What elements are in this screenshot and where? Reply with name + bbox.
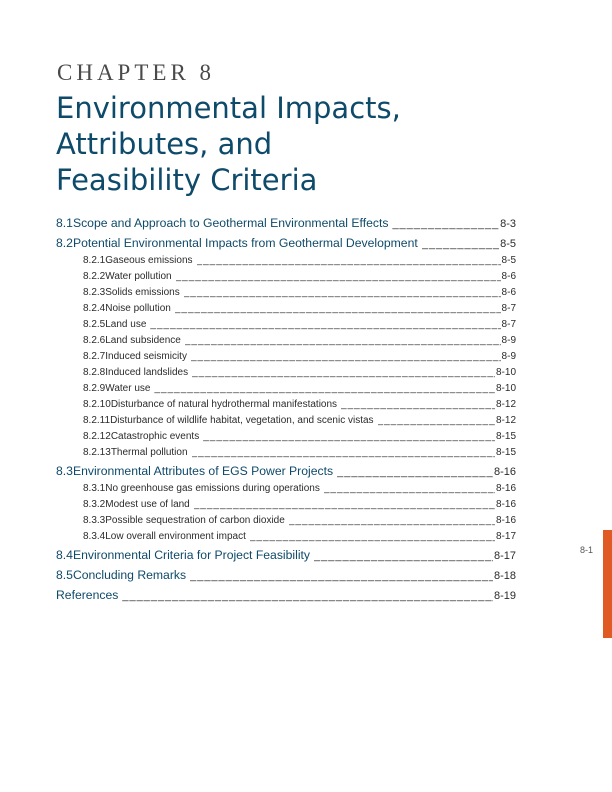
toc-page-number: 8-12 bbox=[495, 399, 516, 410]
toc-subsection-number: 8.3.3 bbox=[83, 515, 106, 526]
chapter-title-line-3: Feasibility Criteria bbox=[56, 163, 318, 197]
toc-leader bbox=[324, 481, 495, 497]
toc-subsection-title: Disturbance of natural hydrothermal manifestations bbox=[110, 399, 338, 410]
toc-page-number: 8-5 bbox=[500, 238, 516, 250]
toc-subsection-number: 8.2.3 bbox=[83, 287, 106, 298]
toc-subsection-8-2-3[interactable] bbox=[56, 285, 516, 301]
toc-leader bbox=[190, 567, 493, 586]
toc-subsection-number: 8.2.1 bbox=[83, 255, 106, 266]
toc-page-number: 8-19 bbox=[493, 590, 516, 602]
toc-section-8-3[interactable] bbox=[56, 462, 516, 481]
toc-page-number: 8-16 bbox=[495, 483, 516, 494]
toc-leader bbox=[250, 529, 495, 545]
toc-subsection-8-2-4[interactable] bbox=[56, 301, 516, 317]
toc-page-number: 8-5 bbox=[501, 255, 516, 266]
toc-subsection-title: Disturbance of wildlife habitat, vegetation, and scenic vistas bbox=[110, 415, 374, 426]
toc-section-number: 8.1 bbox=[56, 216, 73, 230]
toc-subsection-title: No greenhouse gas emissions during operations bbox=[105, 483, 320, 494]
toc-section-number: 8.4 bbox=[56, 548, 73, 562]
toc-page-number: 8-15 bbox=[495, 431, 516, 442]
toc-section-title: Scope and Approach to Geothermal Environmental Effects bbox=[72, 216, 389, 230]
toc-leader bbox=[185, 333, 501, 349]
toc-section-number: 8.3 bbox=[56, 464, 73, 478]
toc-leader bbox=[192, 365, 495, 381]
toc-subsection-title: Modest use of land bbox=[105, 499, 190, 510]
toc-leader bbox=[341, 397, 495, 413]
chapter-title-line-2: Attributes, and bbox=[56, 127, 273, 161]
toc-subsection-8-2-9[interactable] bbox=[56, 381, 516, 397]
toc-leader bbox=[203, 429, 495, 445]
toc-subsection-title: Catastrophic events bbox=[110, 431, 200, 442]
toc-subsection-number: 8.3.2 bbox=[83, 499, 106, 510]
toc-subsection-title: Thermal pollution bbox=[110, 447, 188, 458]
toc-subsection-title: Possible sequestration of carbon dioxide bbox=[105, 515, 285, 526]
toc-leader bbox=[422, 235, 499, 254]
chapter-label: CHAPTER 8 bbox=[57, 60, 216, 85]
toc-subsection-8-3-4[interactable] bbox=[56, 529, 516, 545]
toc-page-number: 8-7 bbox=[501, 303, 516, 314]
toc-leader bbox=[337, 463, 493, 482]
toc-leader bbox=[194, 497, 495, 513]
toc-leader bbox=[192, 445, 495, 461]
toc-subsection-number: 8.2.13 bbox=[83, 447, 111, 458]
toc-page-number: 8-16 bbox=[495, 499, 516, 510]
toc-subsection-number: 8.2.11 bbox=[83, 415, 111, 426]
toc-subsection-number: 8.2.10 bbox=[83, 399, 111, 410]
toc-subsection-title: Induced landslides bbox=[105, 367, 189, 378]
toc-leader bbox=[314, 547, 493, 566]
toc-subsection-title: Gaseous emissions bbox=[105, 255, 193, 266]
chapter-side-tab bbox=[603, 530, 612, 638]
toc-subsection-title: Solids emissions bbox=[105, 287, 180, 298]
toc-references-title: References bbox=[56, 588, 119, 602]
toc-section-8-4[interactable] bbox=[56, 546, 516, 565]
toc-leader bbox=[289, 513, 495, 529]
toc-subsection-8-2-8[interactable] bbox=[56, 365, 516, 381]
toc-page-number: 8-18 bbox=[493, 570, 516, 582]
toc-subsection-8-2-10[interactable] bbox=[56, 397, 516, 413]
table-of-contents bbox=[56, 213, 516, 605]
toc-subsection-8-3-2[interactable] bbox=[56, 497, 516, 513]
toc-subsection-8-2-12[interactable] bbox=[56, 429, 516, 445]
toc-subsection-8-2-6[interactable] bbox=[56, 333, 516, 349]
toc-subsection-8-3-1[interactable] bbox=[56, 481, 516, 497]
toc-section-title: Concluding Remarks bbox=[72, 568, 187, 582]
toc-section-number: 8.5 bbox=[56, 568, 73, 582]
toc-page-number: 8-17 bbox=[493, 550, 516, 562]
toc-page-number: 8-15 bbox=[495, 447, 516, 458]
toc-leader bbox=[191, 349, 501, 365]
toc-leader bbox=[184, 285, 501, 301]
toc-subsection-number: 8.2.7 bbox=[83, 351, 106, 362]
toc-section-number: 8.2 bbox=[56, 236, 73, 250]
toc-subsection-8-2-2[interactable] bbox=[56, 269, 516, 285]
toc-subsection-number: 8.2.4 bbox=[83, 303, 106, 314]
toc-page-number: 8-9 bbox=[501, 351, 516, 362]
toc-leader bbox=[154, 381, 495, 397]
toc-subsection-title: Water pollution bbox=[105, 271, 172, 282]
toc-section-8-2[interactable] bbox=[56, 234, 516, 253]
toc-subsection-8-2-11[interactable] bbox=[56, 413, 516, 429]
toc-section-title: Environmental Criteria for Project Feasibility bbox=[72, 548, 311, 562]
toc-subsection-8-2-1[interactable] bbox=[56, 253, 516, 269]
toc-subsection-number: 8.2.9 bbox=[83, 383, 106, 394]
toc-page-number: 8-6 bbox=[501, 271, 516, 282]
toc-leader bbox=[175, 301, 501, 317]
chapter-title-line-1: Environmental Impacts, bbox=[56, 91, 401, 125]
toc-subsection-title: Noise pollution bbox=[105, 303, 171, 314]
toc-leader bbox=[176, 269, 501, 285]
toc-section-title: Environmental Attributes of EGS Power Projects bbox=[72, 464, 334, 478]
toc-page-number: 8-16 bbox=[495, 515, 516, 526]
chapter-title bbox=[56, 90, 401, 198]
toc-subsection-8-3-3[interactable] bbox=[56, 513, 516, 529]
toc-references[interactable] bbox=[56, 586, 516, 605]
toc-page-number: 8-9 bbox=[501, 335, 516, 346]
toc-subsection-title: Land use bbox=[105, 319, 147, 330]
toc-page-number: 8-10 bbox=[495, 383, 516, 394]
toc-subsection-title: Water use bbox=[105, 383, 151, 394]
toc-leader bbox=[150, 317, 500, 333]
toc-section-8-1[interactable] bbox=[56, 214, 516, 233]
toc-subsection-number: 8.3.4 bbox=[83, 531, 106, 542]
toc-subsection-title: Induced seismicity bbox=[105, 351, 187, 362]
page-number: 8-1 bbox=[580, 545, 594, 555]
toc-leader bbox=[122, 587, 493, 606]
toc-page-number: 8-6 bbox=[501, 287, 516, 298]
toc-page-number: 8-16 bbox=[493, 466, 516, 478]
toc-subsection-number: 8.2.6 bbox=[83, 335, 106, 346]
toc-subsection-8-2-5[interactable] bbox=[56, 317, 516, 333]
toc-page-number: 8-3 bbox=[500, 218, 516, 230]
toc-subsection-number: 8.2.12 bbox=[83, 431, 111, 442]
toc-leader bbox=[392, 215, 499, 234]
toc-subsection-8-2-13[interactable] bbox=[56, 445, 516, 461]
toc-leader bbox=[197, 253, 501, 269]
toc-subsection-number: 8.2.2 bbox=[83, 271, 106, 282]
toc-section-8-5[interactable] bbox=[56, 566, 516, 585]
toc-subsection-title: Land subsidence bbox=[105, 335, 181, 346]
toc-subsection-number: 8.2.8 bbox=[83, 367, 106, 378]
toc-subsection-number: 8.2.5 bbox=[83, 319, 106, 330]
toc-section-title: Potential Environmental Impacts from Geothermal Development bbox=[72, 236, 418, 250]
toc-page-number: 8-12 bbox=[495, 415, 516, 426]
toc-subsection-title: Low overall environment impact bbox=[105, 531, 246, 542]
toc-page-number: 8-17 bbox=[495, 531, 516, 542]
toc-page-number: 8-7 bbox=[501, 319, 516, 330]
toc-subsection-number: 8.3.1 bbox=[83, 483, 106, 494]
toc-subsection-8-2-7[interactable] bbox=[56, 349, 516, 365]
toc-leader bbox=[378, 413, 495, 429]
toc-page-number: 8-10 bbox=[495, 367, 516, 378]
